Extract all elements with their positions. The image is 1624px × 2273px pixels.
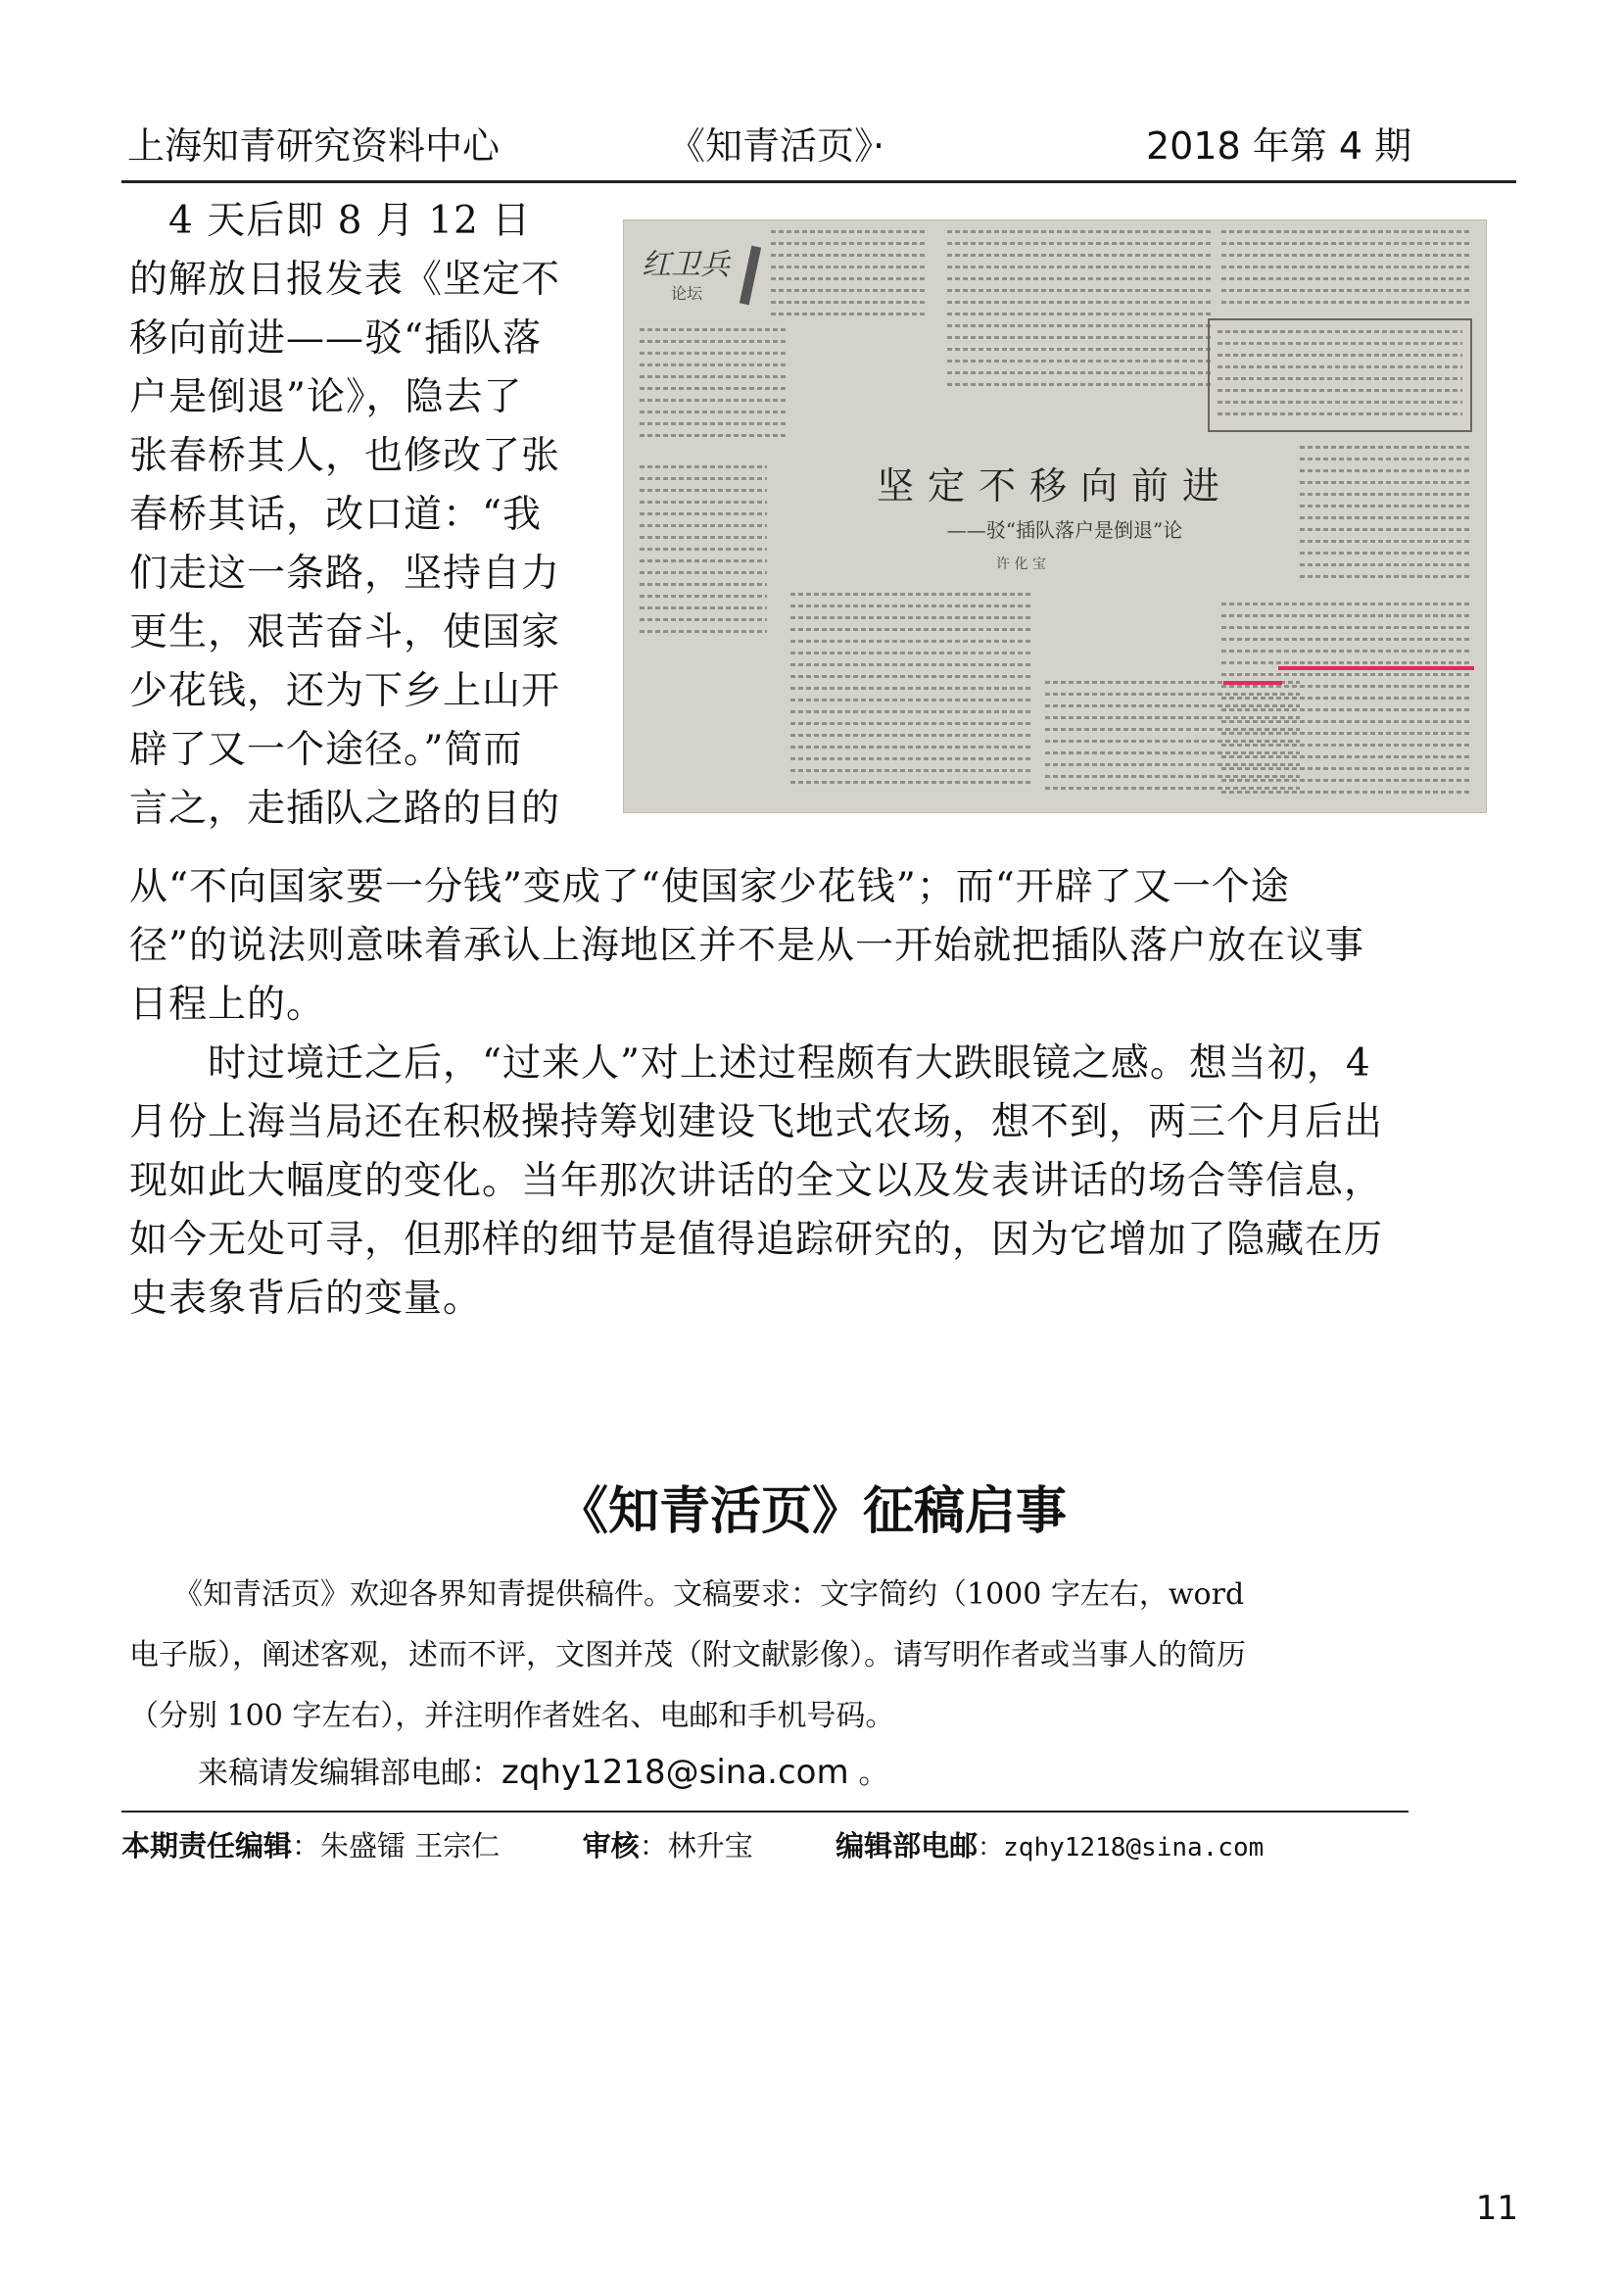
call-for-papers-title: 《知青活页》征稿启事 <box>556 1482 1067 1541</box>
text-line: 移向前进——驳“插队落 <box>129 316 542 361</box>
text-line: 时过境迁之后，“过来人”对上述过程颇有大跌眼镜之感。想当初，4 <box>129 1041 1371 1086</box>
text-line: 辟了又一个途径。”简而 <box>129 728 523 772</box>
call-for-papers-body <box>129 1566 1516 1748</box>
submission-email-link[interactable]: zqhy1218@sina.com <box>502 1753 849 1792</box>
newspaper-clipping-image <box>623 219 1487 813</box>
text-line: 径”的说法则意味着承认上海地区并不是从一开始就把插队落户放在议事 <box>129 924 1364 968</box>
header-issue: 2018 年第 4 期 <box>1146 124 1412 168</box>
clipping-text-column <box>947 230 1212 395</box>
clipping-masthead-sub: 论坛 <box>671 284 703 303</box>
clipping-boxed-quote <box>1208 318 1472 432</box>
article-left-column <box>129 192 590 839</box>
text-line: 们走这一条路，坚持自力 <box>129 552 561 596</box>
office-email[interactable]: ：zqhy1218@sina.com <box>978 1833 1265 1862</box>
flag-icon <box>740 246 761 306</box>
header-divider <box>121 180 1516 183</box>
clipping-headline: 坚定不移向前进 <box>876 464 1233 508</box>
clipping-text-column <box>640 465 767 642</box>
text-line: 《知青活页》欢迎各界知青提供稿件。文稿要求：文字简约（1000 字左右，word <box>129 1577 1245 1612</box>
text-line: 从“不向国家要一分钱”变成了“使国家少花钱”；而“开辟了又一个途 <box>129 865 1290 909</box>
text-line: 春桥其话，改口道：“我 <box>129 493 542 537</box>
text-line: 更生，艰苦奋斗，使国家 <box>129 610 561 654</box>
clipping-text-column <box>790 593 1030 793</box>
text-line: 日程上的。 <box>129 983 326 1027</box>
text-line: 4 天后即 8 月 12 日 <box>129 199 532 243</box>
clipping-text-column <box>1221 603 1471 802</box>
highlight-underline <box>1278 666 1474 670</box>
clipping-text-column <box>1221 230 1471 313</box>
text-line: 月份上海当局还在积极操持筹划建设飞地式农场，想不到，两三个月后出 <box>129 1100 1384 1144</box>
highlight-underline <box>1223 681 1282 685</box>
header-publisher: 上海知青研究资料中心 <box>127 124 501 168</box>
text-line: 史表象背后的变量。 <box>129 1277 483 1321</box>
clipping-masthead-text: 红卫兵 <box>642 248 730 282</box>
footer-divider <box>121 1811 1409 1813</box>
clipping-subhead: ——驳“插队落户是倒退”论 <box>946 518 1183 542</box>
text-line: 户是倒退”论》，隐去了 <box>129 375 523 419</box>
submission-email-suffix: 。 <box>848 1756 889 1791</box>
review-name: ：林升宝 <box>639 1829 753 1862</box>
text-line: 现如此大幅度的变化。当年那次讲话的全文以及发表讲话的场合等信息， <box>129 1159 1384 1203</box>
text-line: 张春桥其人，也修改了张 <box>129 434 561 478</box>
page-number: 11 <box>1475 2189 1518 2228</box>
clipping-author: 许 化 宝 <box>996 556 1046 572</box>
header-title: 《知青活页》· <box>668 124 885 168</box>
clipping-text-column <box>771 230 928 324</box>
review-label: 审核 <box>582 1829 640 1862</box>
text-line: 电子版），阐述客观，述而不评，文图并茂（附文献影像）。请写明作者或当事人的简历 <box>129 1638 1246 1672</box>
office-email-label: 编辑部电邮 <box>836 1829 979 1862</box>
clipping-text-column <box>1300 446 1471 587</box>
clipping-masthead <box>642 240 759 309</box>
editor-names: ：朱盛镭 王宗仁 <box>292 1829 501 1862</box>
editorial-credits <box>121 1824 1264 1864</box>
text-line: （分别 100 字左右），并注明作者姓名、电邮和手机号码。 <box>129 1699 895 1733</box>
text-line: 言之，走插队之路的目的 <box>129 787 561 831</box>
text-line: 少花钱，还为下乡上山开 <box>129 669 561 713</box>
submission-email-line <box>198 1748 888 1792</box>
editor-label: 本期责任编辑 <box>121 1829 293 1862</box>
text-line: 的解放日报发表《坚定不 <box>129 258 561 302</box>
article-body <box>129 858 1516 1329</box>
text-line: 如今无处可寻，但那样的细节是值得追踪研究的，因为它增加了隐藏在历 <box>129 1218 1384 1262</box>
submission-email-prefix: 来稿请发编辑部电邮： <box>198 1756 502 1791</box>
clipping-text-column <box>640 328 787 446</box>
